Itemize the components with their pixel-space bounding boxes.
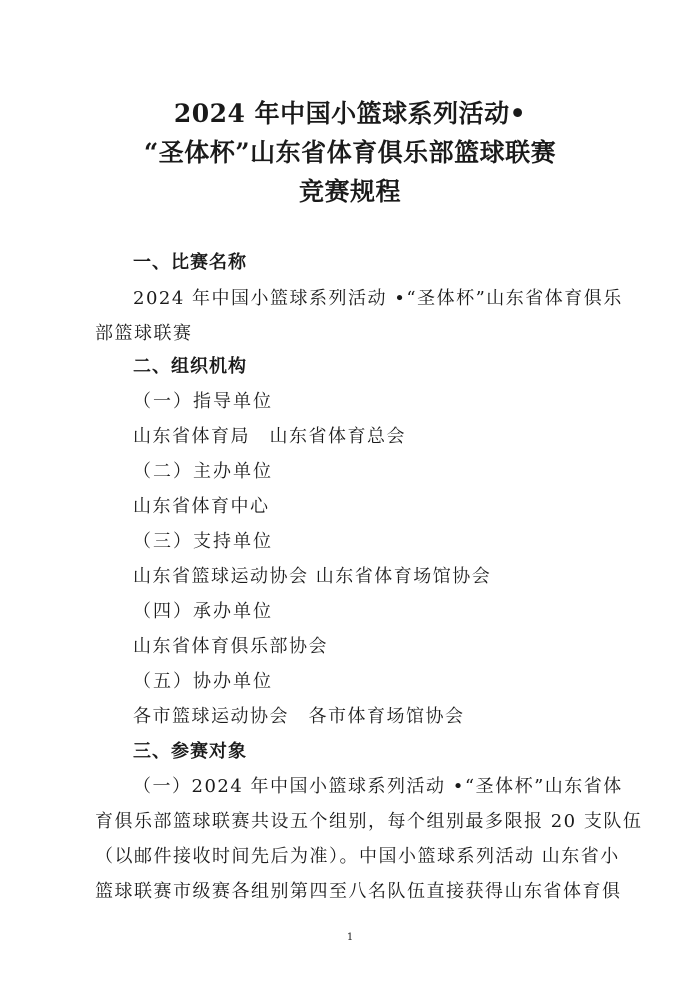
host-unit-label: （二）主办单位 bbox=[133, 461, 273, 482]
host-unit-value: 山东省体育中心 bbox=[133, 496, 270, 517]
section-1-text-line-2: 部篮球联赛 bbox=[95, 323, 193, 344]
section-3-line-4: 篮球联赛市级赛各组别第四至八名队伍直接获得山东省体育俱 bbox=[95, 881, 622, 902]
section-1-text-line-1: 2024 年中国小篮球系列活动 •“圣体杯”山东省体育俱乐 bbox=[133, 288, 623, 309]
guiding-unit-label: （一）指导单位 bbox=[133, 391, 273, 412]
title-line-3: 竞赛规程 bbox=[298, 177, 401, 206]
section-3-line-2: 育俱乐部篮球联赛共设五个组别，每个组别最多限报 20 支队伍 bbox=[95, 811, 643, 832]
section-3-line-3: （以邮件接收时间先后为准）。中国小篮球系列活动 山东省小 bbox=[95, 846, 620, 867]
section-1-heading: 一、比赛名称 bbox=[133, 252, 247, 273]
co-organizer-unit-value: 各市篮球运动协会 各市体育场馆协会 bbox=[133, 706, 465, 727]
organizer-unit-label: （四）承办单位 bbox=[133, 601, 273, 622]
section-2-heading: 二、组织机构 bbox=[133, 356, 247, 377]
page-number: 1 bbox=[346, 932, 354, 943]
guiding-unit-value: 山东省体育局 山东省体育总会 bbox=[133, 426, 406, 447]
section-3-line-1: （一）2024 年中国小篮球系列活动 •“圣体杯”山东省体 bbox=[133, 776, 623, 797]
title-line-2: “圣体杯”山东省体育俱乐部篮球联赛 bbox=[143, 138, 557, 167]
organizer-unit-value: 山东省体育俱乐部协会 bbox=[133, 636, 328, 657]
co-organizer-unit-label: （五）协办单位 bbox=[133, 671, 273, 692]
support-unit-value: 山东省篮球运动协会 山东省体育场馆协会 bbox=[133, 566, 492, 587]
section-3-heading: 三、参赛对象 bbox=[133, 741, 247, 762]
title-line-1: 2024 年中国小篮球系列活动• bbox=[173, 99, 527, 128]
support-unit-label: （三）支持单位 bbox=[133, 531, 273, 552]
